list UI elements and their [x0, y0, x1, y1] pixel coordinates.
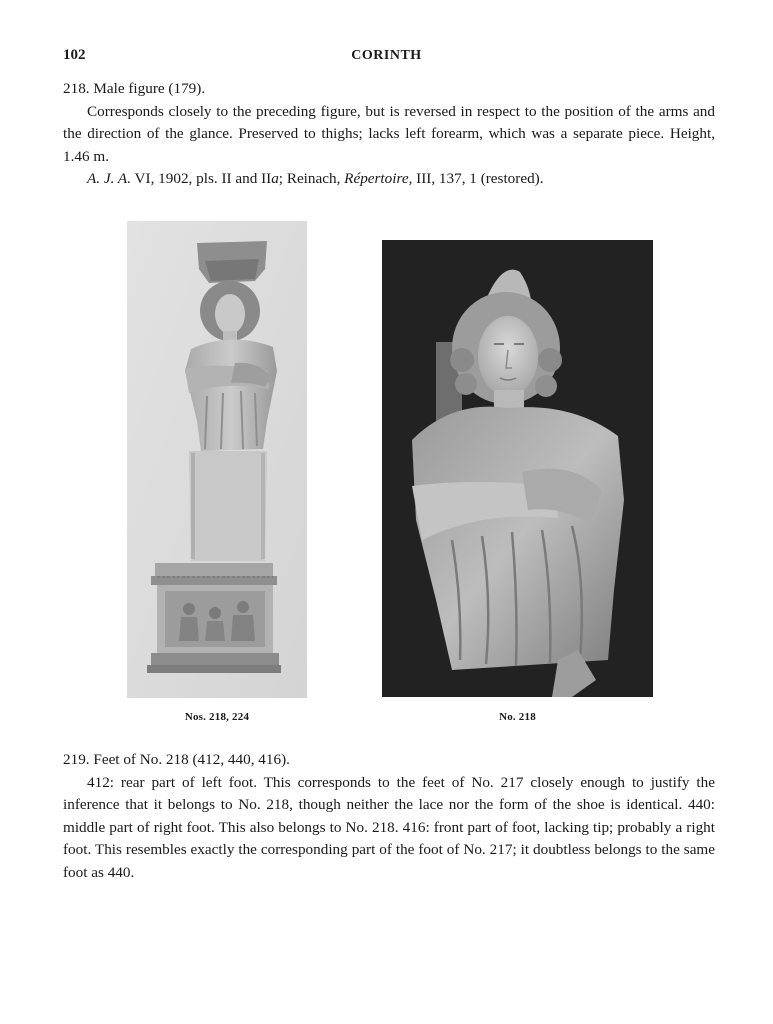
entry-219-body: 412: rear part of left foot. This corresponds to the feet of No. 217 closely enough to justify the inference that it belongs to No. 218, though neither the lace nor the form of the shoe is identical. 440: middle part of right foot. This also belongs to No. 218. 416: front part of foot, lacking tip; probably a right foot. This resembles exactly the corresponding part of the foot of No. 217; it doubtless belongs to the same foot as 440.	[63, 773, 715, 881]
page-number: 102	[63, 47, 86, 63]
entry-219	[63, 749, 715, 884]
photo-statue-closeup	[382, 240, 653, 697]
entry-218-body: Corresponds closely to the preceding figure, but is reversed in respect to the position of the arms and the direction of the glance. Preserved to thighs; lacks left forearm, which was a separate piece. Height, 1.46 m.	[63, 102, 715, 165]
entry-219-heading: 219. Feet of No. 218 (412, 440, 416).	[63, 751, 290, 768]
photo-statue-with-pedestal	[127, 221, 307, 698]
ref-work: Répertoire	[344, 170, 409, 187]
caption-left: Nos. 218, 224	[184, 711, 250, 723]
statue-closeup-image	[382, 240, 653, 697]
caption-right: No. 218	[499, 711, 536, 723]
entry-218-reference	[63, 168, 715, 191]
ref-volume: VI, 1902, pls. II and II	[131, 170, 272, 187]
ref-journal: A. J. A.	[87, 170, 132, 187]
running-title: CORINTH	[351, 48, 422, 63]
entry-218-heading: 218. Male figure (179).	[63, 80, 206, 97]
ref-mid: ; Reinach,	[278, 170, 345, 187]
statue-with-pedestal-image	[127, 221, 307, 698]
entry-218	[63, 78, 715, 191]
ref-end: , III, 137, 1 (restored).	[408, 170, 544, 187]
ref-suffix: a	[271, 170, 279, 187]
